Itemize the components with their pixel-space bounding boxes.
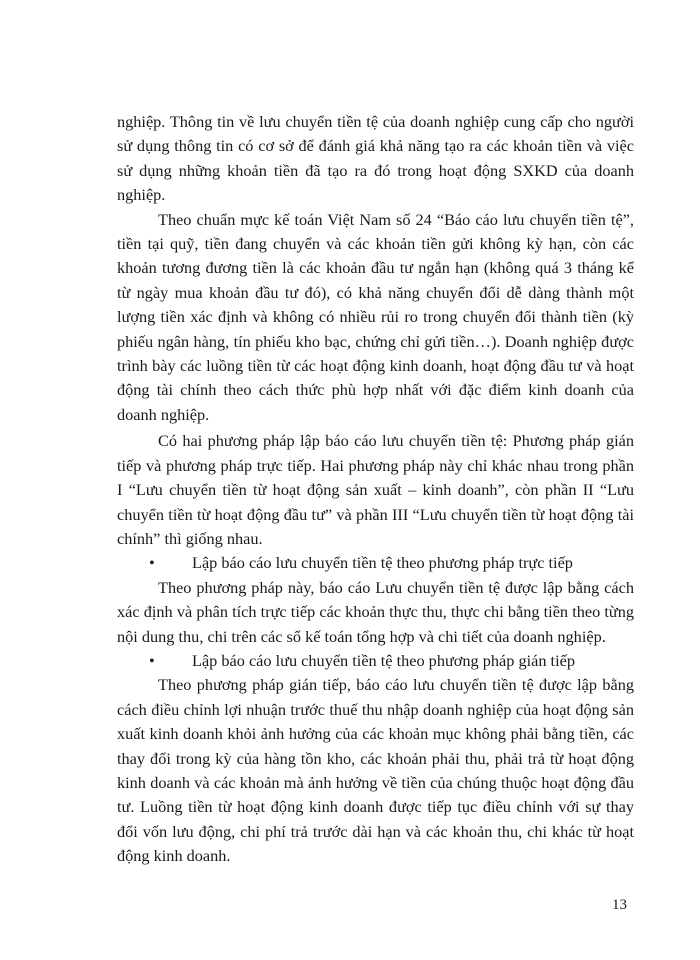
page-body <box>117 110 634 869</box>
bullet-icon: • <box>149 553 155 573</box>
paragraph-indirect-method: Theo phương pháp gián tiếp, báo cáo lưu chuyển tiền tệ được lập bằng cách điều chỉnh lợi nhuận trước thuế thu nhập doanh nghiệp của hoạt động sản xuất kinh doanh khỏi ảnh hưởng của các khoản mục không phải bằng tiền, các thay đổi trong kỳ của hàng tồn kho, các khoản phải thu, phải trả từ hoạt động kinh doanh và các khoản mà ảnh hưởng về tiền của chúng thuộc hoạt động đầu tư. Luồng tiền từ hoạt động kinh doanh được tiếp tục điều chỉnh với sự thay đổi vốn lưu động, chi phí trả trước dài hạn và các khoản thu, chi khác từ hoạt động kinh doanh. <box>117 675 634 866</box>
bullet-item-indirect-method <box>117 649 634 673</box>
bullet-heading-indirect: Lập báo cáo lưu chuyển tiền tệ theo phương pháp gián tiếp <box>192 650 575 670</box>
bullet-heading-direct: Lập báo cáo lưu chuyển tiền tệ theo phương pháp trực tiếp <box>192 553 573 573</box>
page-number: 13 <box>612 897 627 913</box>
paragraph-two-methods: Có hai phương pháp lập báo cáo lưu chuyển tiền tệ: Phương pháp gián tiếp và phương pháp trực tiếp. Hai phương pháp này chỉ khác nhau trong phần I “Lưu chuyển tiền từ hoạt động sản xuất – kinh doanh”, còn phần II “Lưu chuyển tiền từ hoạt động đầu tư” và phần III “Lưu chuyển tiền từ hoạt động tài chính” thì giống nhau. <box>117 431 634 548</box>
paragraph-vas24-definition: Theo chuẩn mực kế toán Việt Nam số 24 “Báo cáo lưu chuyển tiền tệ”, tiền tại quỹ, tiền đang chuyển và các khoản tiền gửi không kỳ hạn, còn các khoản tương đương tiền là các khoản đầu tư ngắn hạn (không quá 3 tháng kể từ ngày mua khoản đầu tư đó), có khả năng chuyển đổi dễ dàng thành một lượng tiền xác định và không có nhiều rủi ro trong chuyển đổi thành tiền (kỳ phiếu ngân hàng, tín phiếu kho bạc, chứng chỉ gửi tiền…). Doanh nghiệp được trình bày các luồng tiền từ các hoạt động kinh doanh, hoạt động đầu tư và hoạt động tài chính theo cách thức phù hợp nhất với đặc điểm kinh doanh của doanh nghiệp. <box>117 209 634 424</box>
paragraph-continuation: nghiệp. Thông tin về lưu chuyển tiền tệ của doanh nghiệp cung cấp cho người sử dụng thông tin có cơ sở để đánh giá khả năng tạo ra các khoản tiền và việc sử dụng những khoản tiền đã tạo ra đó trong hoạt động SXKD của doanh nghiệp. <box>117 112 634 205</box>
paragraph-direct-method: Theo phương pháp này, báo cáo Lưu chuyển tiền tệ được lập bằng cách xác định và phân tích trực tiếp các khoản thực thu, thực chi bằng tiền theo từng nội dung thu, chi trên các sổ kế toán tổng hợp và chi tiết của doanh nghiệp. <box>117 577 634 646</box>
bullet-icon: • <box>149 650 155 670</box>
bullet-item-direct-method <box>117 551 634 575</box>
